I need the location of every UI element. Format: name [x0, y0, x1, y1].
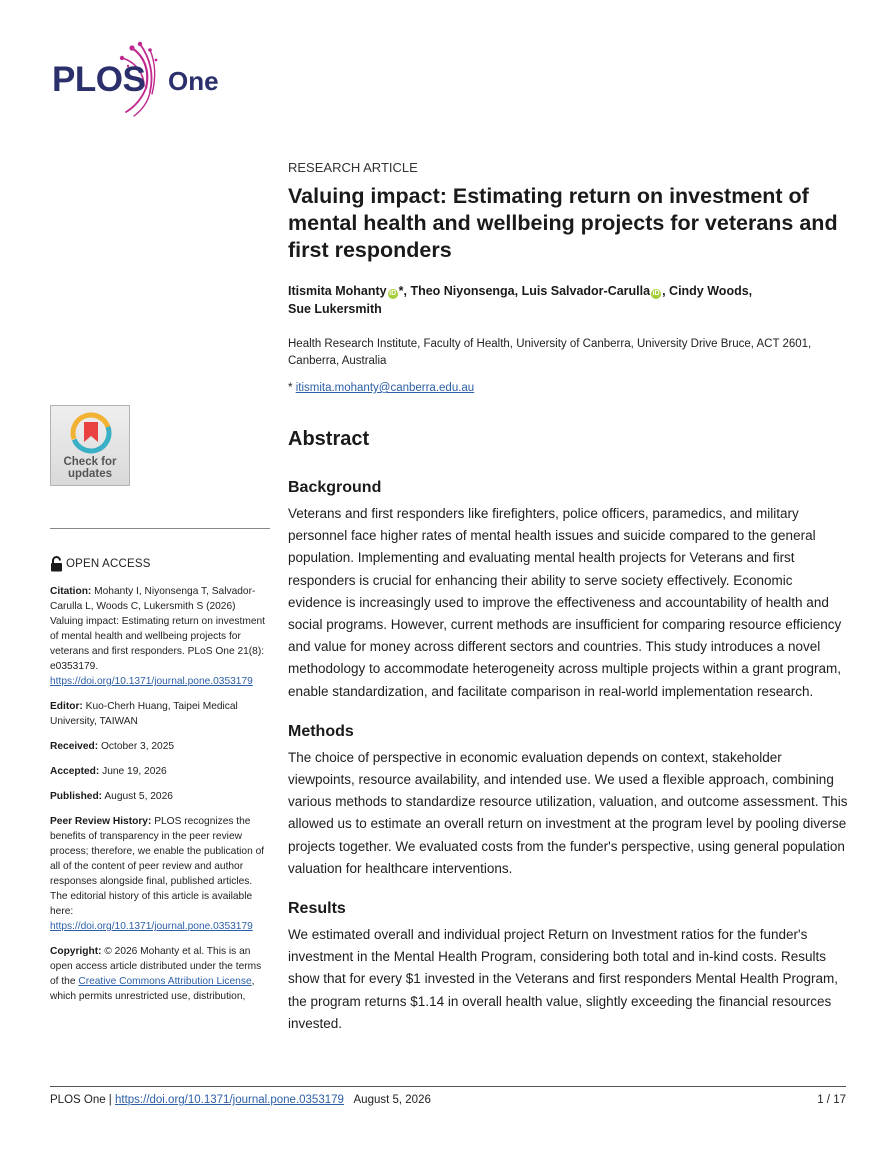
- corresponding-mark: *: [398, 284, 404, 298]
- accepted-date: June 19, 2026: [102, 766, 167, 777]
- author-name[interactable]: Sue Lukersmith: [288, 302, 382, 316]
- copyright-label: Copyright:: [50, 946, 102, 957]
- check-for-updates-button[interactable]: [50, 405, 130, 486]
- editor-text: Kuo-Cherh Huang, Taipei Medical University, TAIWAN: [50, 701, 238, 727]
- section-text-results: We estimated overall and individual project Return on Investment ratios for the funder's investment in the Mental Health Program, considering both total and in-kind costs. Results show that for every $1 invested in the Veterans and first responders Mental Health Program, the program returns $1.14 in overall health value, slightly exceeding the financial resources invested.: [288, 927, 839, 1031]
- email-mark: *: [288, 382, 293, 394]
- affiliation: Health Research Institute, Faculty of Health, University of Canberra, University Drive Bruce, ACT 2601, Canberra, Australia: [288, 338, 812, 367]
- published-date: August 5, 2026: [104, 791, 173, 802]
- article-title: Valuing impact: Estimating return on investment of mental health and wellbeing projects for veterans and first responders: [288, 184, 838, 262]
- sidebar-divider: [50, 528, 270, 529]
- orcid-icon[interactable]: iD: [389, 290, 397, 297]
- peer-review-label: Peer Review History:: [50, 816, 152, 827]
- footer-journal: PLOS One |: [50, 1094, 112, 1106]
- section-heading-background: Background: [288, 479, 382, 496]
- peer-review-text: PLOS recognizes the benefits of transparency in the peer review process; therefore, we enable the publication of all of the content of peer review and author responses alongside final, published articles. The editorial history of this article is available here:: [50, 816, 265, 917]
- received-label: Received:: [50, 741, 99, 752]
- corresponding-email: [288, 382, 848, 394]
- logo-plos-text: PLOS: [52, 60, 146, 99]
- main-column: [288, 160, 848, 1035]
- author-names[interactable]: , Theo Niyonsenga, Luis Salvador-Carulla: [403, 284, 651, 298]
- citation-label: Citation:: [50, 586, 92, 597]
- footer-date: August 5, 2026: [353, 1094, 431, 1106]
- license-link[interactable]: Creative Commons Attribution License: [78, 976, 252, 987]
- section-heading-results: Results: [288, 900, 346, 918]
- editor-block: [50, 699, 270, 729]
- article-type: RESEARCH ARTICLE: [288, 160, 418, 175]
- received-block: [50, 739, 270, 754]
- section-text-background: Veterans and first responders like firefighters, police officers, paramedics, and military personnel face higher rates of mental health issues and suicide compared to the general population. Implementing and evaluating mental health projects for Veterans and first responders is crucial for enhancing their ability to serve society effectively. Economic evidence is increasingly used to improve the effectiveness and accountability of health and social programs. However, current methods are insufficient for comparing resource efficiency and value for money across different sectors and countries. This study introduces a novel methodology to accommodate heterogeneity across multiple projects within a grant program, enable standardization, and facilitate comparison in real-world implementation research.: [288, 506, 842, 699]
- author-names[interactable]: , Cindy Woods,: [662, 284, 753, 298]
- author-list: [288, 282, 848, 318]
- footer-divider: [50, 1086, 846, 1087]
- orcid-icon[interactable]: iD: [652, 290, 660, 297]
- sidebar-info: [50, 556, 270, 1014]
- open-access-label: [50, 556, 270, 572]
- page-number: 1 / 17: [817, 1094, 846, 1106]
- published-block: [50, 789, 270, 804]
- accepted-block: [50, 764, 270, 779]
- copyright-block: [50, 944, 270, 1004]
- section-text-methods: The choice of perspective in economic evaluation depends on context, stakeholder viewpoints, resource availability, and intended use. We used a flexible approach, combining various methods to standardize resource utilization, valuation, and outcome assessment. This allowed us to estimate an overall return on investment at the program level by pooling diverse projects together. We evaluated costs from the funder's perspective, using general population valuation for healthcare interventions.: [288, 749, 848, 876]
- plos-one-logo[interactable]: [52, 36, 232, 116]
- page-footer: [50, 1094, 846, 1106]
- received-date: October 3, 2025: [100, 741, 175, 752]
- open-access-text: OPEN ACCESS: [66, 557, 151, 570]
- copyright-text: © 2026 Mohanty et al. This is an open access article distributed under the terms of the: [50, 946, 262, 987]
- section-heading-methods: Methods: [288, 722, 354, 740]
- citation-doi-link[interactable]: https://doi.org/10.1371/journal.pone.0353179: [50, 676, 253, 687]
- citation-block: [50, 584, 270, 689]
- check-updates-line2: updates: [67, 468, 113, 480]
- published-label: Published:: [50, 791, 103, 802]
- footer-doi-link[interactable]: https://doi.org/10.1371/journal.pone.0353179: [115, 1094, 344, 1106]
- logo-one-text: One: [168, 66, 219, 96]
- copyright-tail: , which permits unrestricted use, distribution,: [50, 976, 255, 1002]
- peer-review-block: [50, 814, 270, 934]
- abstract-heading: Abstract: [288, 428, 370, 450]
- unlocked-padlock-icon: [50, 556, 63, 572]
- check-updates-line1: Check for: [63, 456, 117, 468]
- email-link[interactable]: itismita.mohanty@canberra.edu.au: [295, 382, 475, 394]
- author-name[interactable]: Itismita Mohanty: [288, 284, 387, 298]
- citation-text: Mohanty I, Niyonsenga T, Salvador-Carulla L, Woods C, Lukersmith S (2026) Valuing impact: Estimating return on investment of mental health and wellbeing projects for veterans and first responders. PLoS One 21(8): e0353179.: [50, 586, 265, 672]
- accepted-label: Accepted:: [50, 766, 100, 777]
- peer-review-link[interactable]: https://doi.org/10.1371/journal.pone.0353179: [50, 921, 253, 932]
- editor-label: Editor:: [50, 701, 83, 712]
- crossmark-icon: [68, 410, 114, 456]
